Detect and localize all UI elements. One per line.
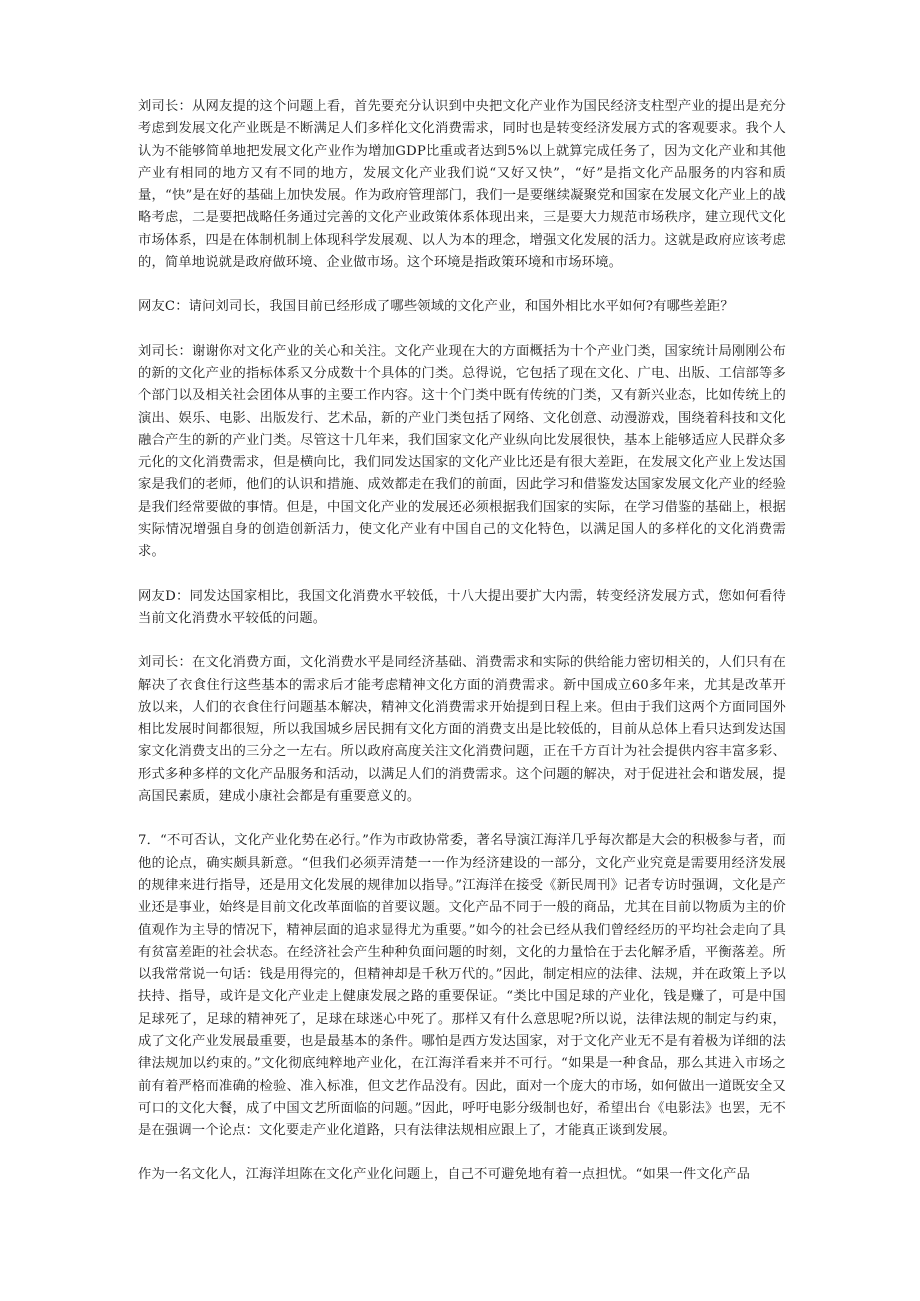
paragraph-item-7: 7．“不可否认，文化产业化势在必行。”作为市政协常委，著名导演江海洋几乎每次都是大会的积极参与者，而他的论点，确实颇具新意。“但我们必须弄清楚一一作为经济建设的一部分，文化产业究竟是需要用经济发展的规律来进行指导，还是用文化发展的规律加以指导。”江海洋在接受《新民周刊》记者专访时强调，文化是产业还是事业，始终是目前文化改革面临的首要议题。文化产品不同于一般的商品，尤其在目前以物质为主的价值观作为主导的情况下，精神层面的追求显得尤为重要。”如今的社会已经从我们曾经经历的平均社会走向了具有贫富差距的社会状态。在经济社会产生种种负面问题的时刻，文化的力量恰在于去化解矛盾，平衡落差。所以我常常说一句话：钱是用得完的，但精神却是千秋万代的。”因此，制定相应的法律、法规，并在政策上予以扶持、指导，或许是文化产业走上健康发展之路的重要保证。“类比中国足球的产业化，钱是赚了，可是中国足球死了，足球的精神死了，足球在球迷心中死了。那样又有什么意思呢?所以说，法律法规的制定与约束，成了文化产业发展最重要，也是最基本的条件。哪怕是西方发达国家，对于文化产业无不是有着极为详细的法律法规加以约束的。”文化彻底纯粹地产业化，在江海洋看来并不可行。“如果是一种食品，那么其进入市场之前有着严格而准确的检验、准入标准，但文艺作品没有。因此，面对一个庞大的市场，如何做出一道既安全又可口的文化大餐，成了中国文艺所面临的问题。”因此，呼吁电影分级制也好，希望出台《电影法》也罢，无不是在强调一个论点：文化要走产业化道路，只有法律法规相应跟上了，才能真正谈到发展。 bbox=[138, 833, 786, 1139]
paragraph-question-c: 网友C：请问刘司长，我国目前已经形成了哪些领域的文化产业，和国外相比水平如何?有哪些差距？ bbox=[138, 299, 734, 315]
paragraph-answer-3: 刘司长：在文化消费方面，文化消费水平是同经济基础、消费需求和实际的供给能力密切相关的，人们只有在解决了衣食住行这些基本的需求后才能考虑精神文化方面的消费需求。新中国成立60多年来，尤其是改革开放以来，人们的衣食住行问题基本解决，精神文化消费需求开始提到日程上来。但由于我们这两个方面同国外相比发展时间都很短，所以我国城乡居民拥有文化方面的消费支出是比较低的，目前从总体上看只达到发达国家文化消费支出的三分之一左右。所以政府高度关注文化消费问题，正在千方百计为社会提供内容丰富多彩、形式多种多样的文化产品服务和活动，以满足人们的消费需求。这个问题的解决，对于促进社会和谐发展，提高国民素质，建成小康社会都是有重要意义的。 bbox=[138, 655, 786, 805]
document-page bbox=[138, 96, 786, 1209]
paragraph-question-d: 网友D：同发达国家相比，我国文化消费水平较低，十八大提出要扩大内需，转变经济发展方式，您如何看待当前文化消费水平较低的问题。 bbox=[138, 588, 786, 626]
paragraph-closing: 作为一名文化人，江海洋坦陈在文化产业化问题上，自己不可避免地有着一点担忧。“如果一件文化产品 bbox=[138, 1167, 751, 1183]
paragraph-answer-1: 刘司长：从网友提的这个问题上看，首先要充分认识到中央把文化产业作为国民经济支柱型产业的提出是充分考虑到发展文化产业既是不断满足人们多样化文化消费需求，同时也是转变经济发展方式的客观要求。我个人认为不能够简单地把发展文化产业作为增加GDP比重或者达到5%以上就算完成任务了，因为文化产业和其他产业有相同的地方又有不同的地方，发展文化产业我们说“又好又快”，“好”是指文化产品服务的内容和质量，“快”是在好的基础上加快发展。作为政府管理部门，我们一是要继续凝聚党和国家在发展文化产业上的战略考虑，二是要把战略任务通过完善的文化产业政策体系体现出来，三是要大力规范市场秩序，建立现代文化市场体系，四是在体制机制上体现科学发展观、以人为本的理念，增强文化发展的活力。这就是政府应该考虑的，简单地说就是政府做环境、企业做市场。这个环境是指政策环境和市场环境。 bbox=[138, 99, 786, 271]
paragraph-answer-2: 刘司长：谢谢你对文化产业的关心和关注。文化产业现在大的方面概括为十个产业门类，国家统计局刚刚公布的新的文化产业的指标体系又分成数十个具体的门类。总得说，它包括了现在文化、广电、出版、工信部等多个部门以及相关社会团体从事的主要工作内容。这十个门类中既有传统的门类，又有新兴业态，比如传统上的演出、娱乐、电影、出版发行、艺术品，新的产业门类包括了网络、文化创意、动漫游戏，围绕着科技和文化融合产生的新的产业门类。尽管这十几年来，我们国家文化产业纵向比发展很快，基本上能够适应人民群众多元化的文化消费需求，但是横向比，我们同发达国家的文化产业比还是有很大差距，在发展文化产业上发达国家是我们的老师，他们的认识和措施、成效都走在我们的前面，因此学习和借鉴发达国家发展文化产业的经验是我们经常要做的事情。但是，中国文化产业的发展还必须根据我们国家的实际，在学习借鉴的基础上，根据实际情况增强自身的创造创新活力，使文化产业有中国自己的文化特色，以满足国人的多样化的文化消费需求。 bbox=[138, 343, 786, 560]
